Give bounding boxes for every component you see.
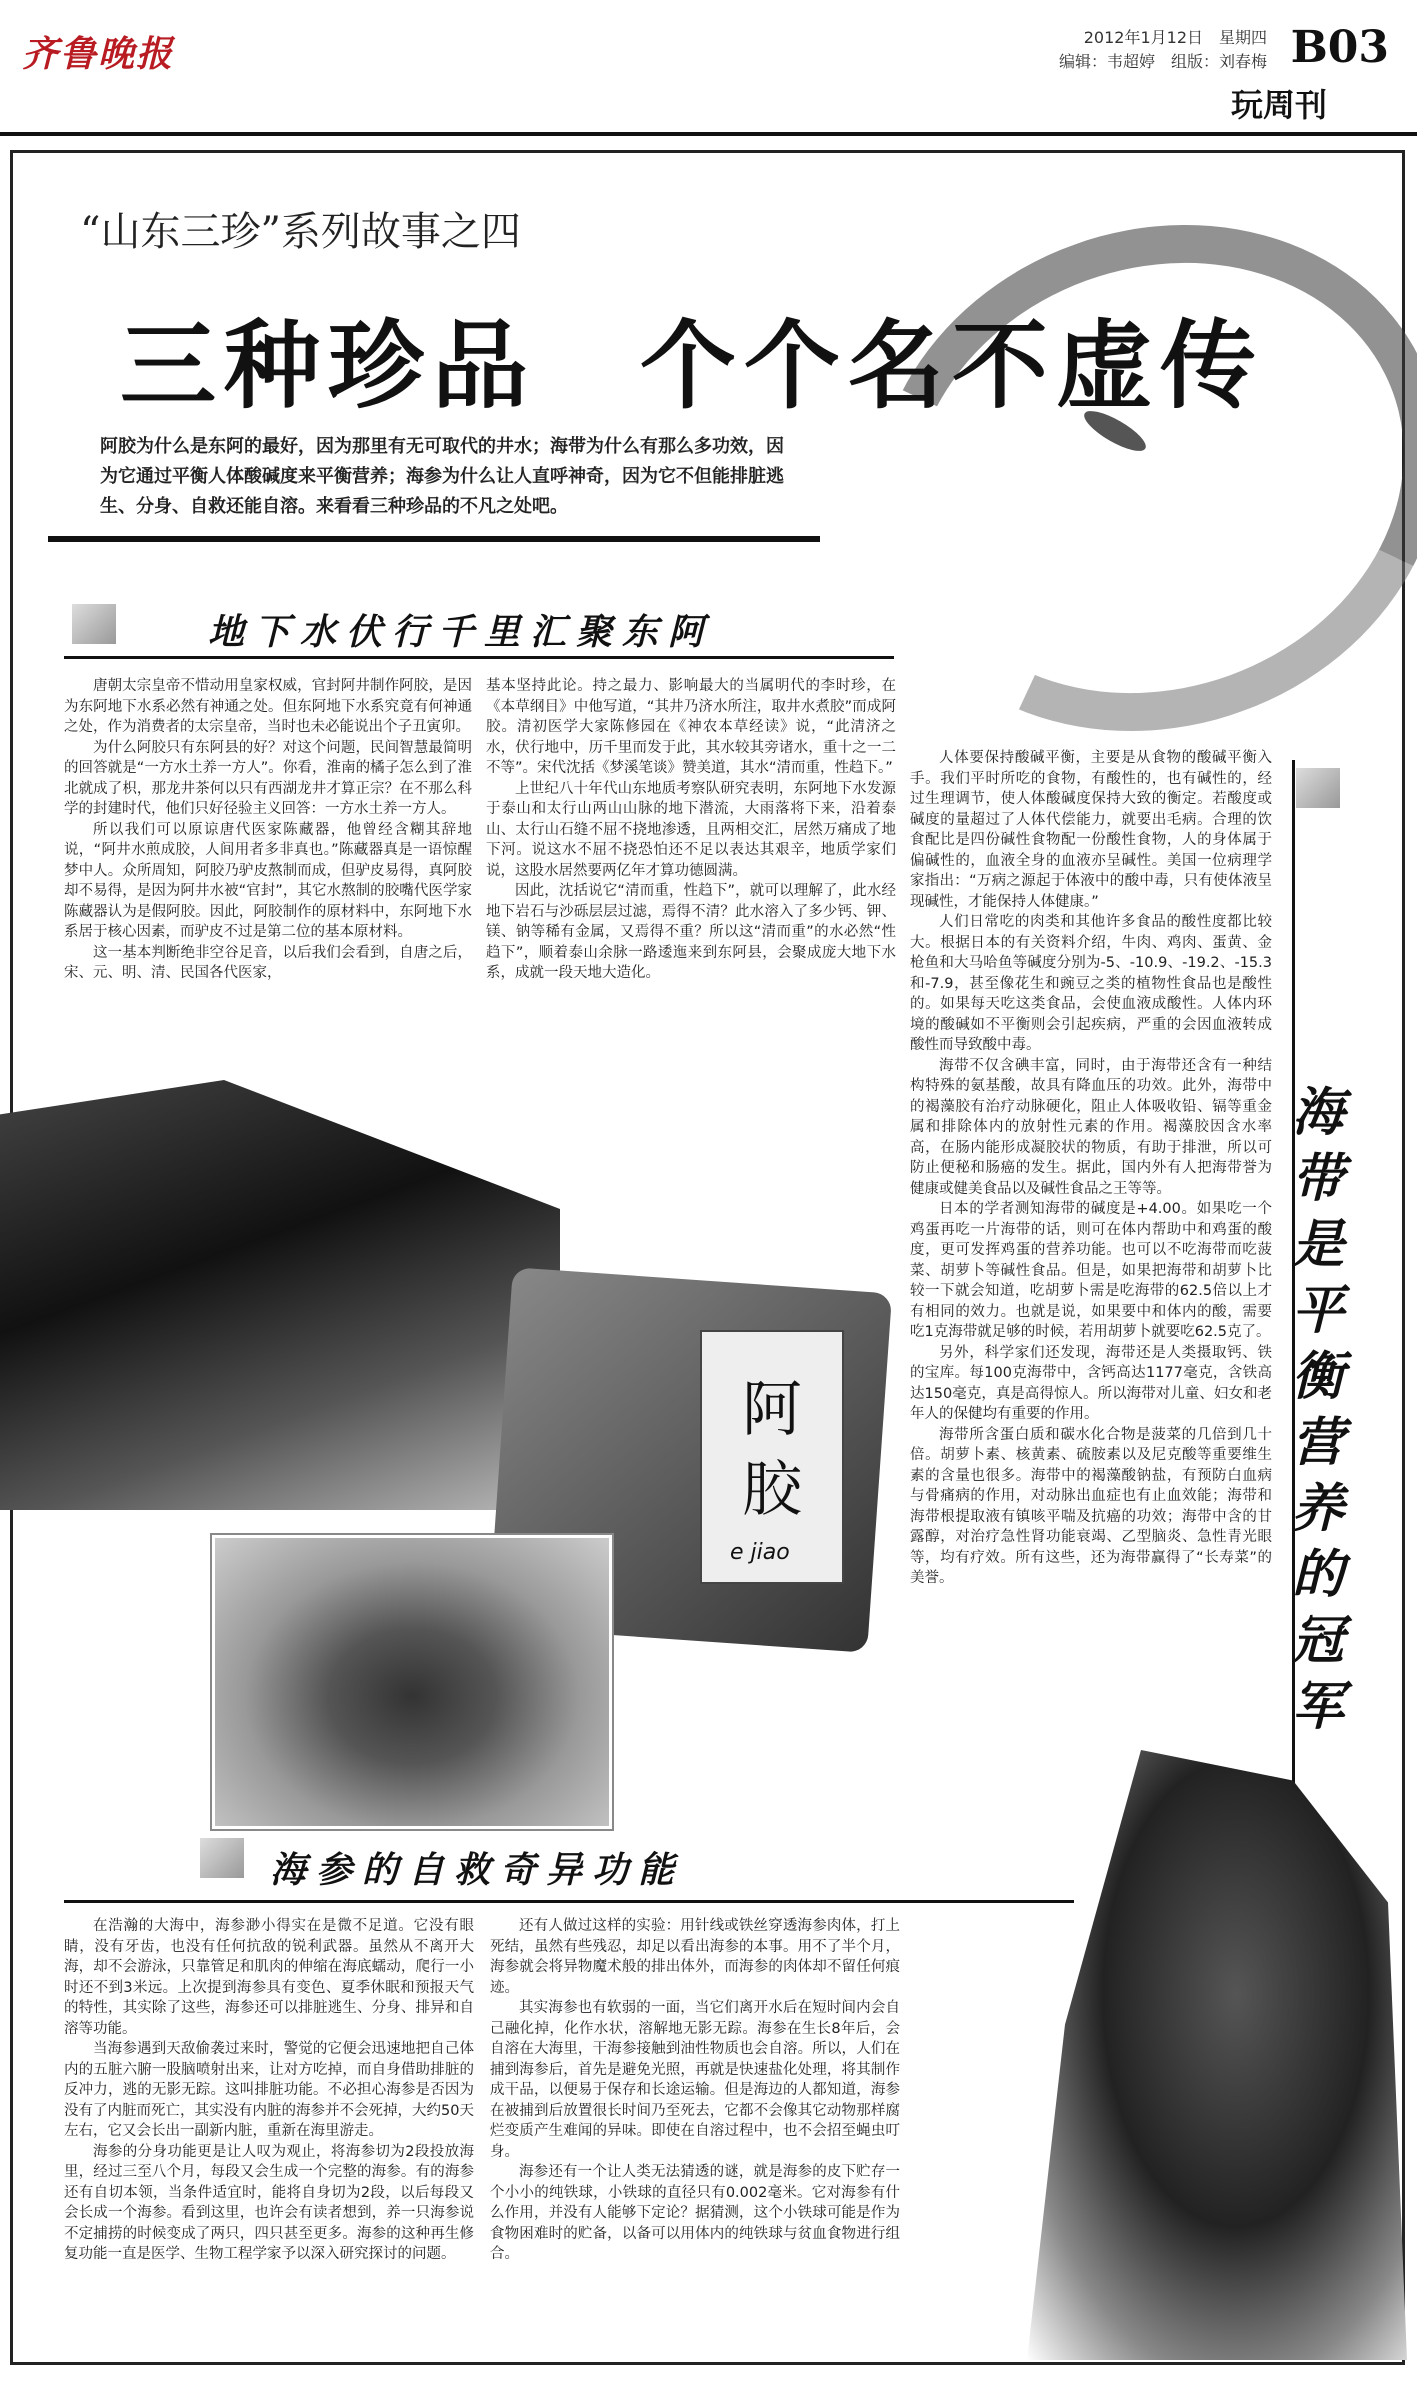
section-marker-icon xyxy=(200,1838,244,1878)
paragraph: 海带不仅含碘丰富，同时，由于海带还含有一种结构特殊的氨基酸，故具有降血压的功效。此外，海带中的褐藻胶有治疗动脉硬化，阻止人体吸收铅、镉等重金属和排除体内的放射性元素的作用。褐藻胶因含水率高，在肠内能形成凝胶状的物质，有助于排泄，所以可防止便秘和肠癌的发生。据此，国内外有人把海带誉为健康或健美食品以及碱性食品之王等等。 xyxy=(910,1057,1272,1197)
lead-paragraph: 阿胶为什么是东阿的最好，因为那里有无可取代的井水；海带为什么有那么多功效，因为它通过平衡人体酸碱度来平衡营养；海参为什么让人直呼神奇，因为它不但能排脏逃生、分身、自救还能自溶。来看看三种珍品的不凡之处吧。 xyxy=(100,436,784,517)
section3-title: 海参的自救奇异功能 xyxy=(270,1849,685,1891)
sea-cucumber-photo xyxy=(212,1535,612,1829)
header-rule xyxy=(0,132,1417,136)
section1-column-2 xyxy=(486,676,896,984)
newspaper-logo: 齐鲁晚报 xyxy=(22,33,175,75)
paragraph: 另外，科学家们还发现，海带还是人类摄取钙、铁的宝库。每100克海带中，含钙高达1177毫克，含铁高达150毫克，真是高得惊人。所以海带对儿童、妇女和老年人的保健均有重要的作用。 xyxy=(910,1344,1272,1422)
lead-rule xyxy=(48,536,820,542)
paragraph: 为什么阿胶只有东阿县的好？对这个问题，民间智慧最简明的回答就是“一方水土养一方人”。你看，淮南的橘子怎么到了淮北就成了枳，那龙井茶何以只有西湖龙井才算正宗？在不那么科学的封建时代，他们只好径验主义回答：一方水土养一方人。 xyxy=(64,739,472,817)
section-marker-icon xyxy=(1296,768,1340,808)
ejiao-box-english: e jiao xyxy=(730,1540,790,1565)
paragraph: 海参还有一个让人类无法猜透的谜，就是海参的皮下贮存一个小小的纯铁球，小铁球的直径只有0.002毫米。它对海参有什么作用，并没有人能够下定论？据猜测，这个小铁球可能是作为食物困难时的贮备，以备可以用体内的纯铁球与贫血食物进行组合。 xyxy=(490,2164,900,2262)
paragraph: 当海参遇到天敌偷袭过来时，警觉的它便会迅速地把自己体内的五脏六腑一股脑喷射出来，让对方吃掉，而自身借助排脏的反冲力，逃的无影无踪。这叫排脏功能。不必担心海参是否因为没有了内脏而死亡，其实没有内脏的海参并不会死掉，大约50天左右，它又会长出一副新内脏，重新在海里游走。 xyxy=(64,2041,474,2139)
section3-rule xyxy=(64,1900,1074,1903)
section-marker-icon xyxy=(72,604,116,644)
section3-column-2 xyxy=(490,1916,900,2265)
section1-column-1 xyxy=(64,676,472,984)
paragraph: 在浩瀚的大海中，海参渺小得实在是微不足道。它没有眼睛，没有牙齿，也没有任何抗敌的锐利武器。虽然从不离开大海，却不会游泳，只靠管足和肌肉的伸缩在海底蠕动，爬行一小时还不到3米远。上次提到海参具有变色、夏季休眠和预报天气的特性，其实除了这些，海参还可以排脏逃生、分身、排异和自溶等功能。 xyxy=(64,1918,474,2037)
paragraph: 其实海参也有软弱的一面，当它们离开水后在短时间内会自己融化掉，化作水状，溶解地无影无踪。海参在生长8年后，会自溶在大海里，干海参接触到油性物质也会自溶。所以，人们在捕到海参后，首先是避免光照，再就是快速盐化处理，将其制作成干品，以便易于保存和长途运输。但是海边的人都知道，海参在被捕到后放置很长时间乃至死去，它都不会像其它动物那样腐烂变质产生难闻的异味。即使在自溶过程中，也不会招至蝇虫叮身。 xyxy=(490,2000,900,2160)
paragraph: 人体要保持酸碱平衡，主要是从食物的酸碱平衡入手。我们平时所吃的食物，有酸性的，也有碱性的，经过生理调节，使人体酸碱度保持大致的衡定。若酸度或碱度的量超过了人体代偿能力，就要出毛病。合理的饮食配比是四份碱性食物配一份酸性食物，人的身体属于偏碱性的，血液全身的血液亦呈碱性。美国一位病理学家指出：“万病之源起于体液中的酸中毒，只有使体液呈现碱性，才能保持人体健康。” xyxy=(910,750,1272,910)
page-number: B03 xyxy=(1290,22,1389,73)
paragraph: 唐朝太宗皇帝不惜动用皇家权威，官封阿井制作阿胶，是因为东阿地下水系必然有神通之处。但东阿地下水系究竟有何神通之处，作为消费者的太宗皇帝，当时也未必能说出个子丑寅卯。 xyxy=(64,678,472,735)
section1-rule xyxy=(64,656,894,659)
paragraph: 基本坚持此论。持之最力、影响最大的当属明代的李时珍，在《本草纲目》中他写道，“其井乃济水所注，取井水煮胶”而成阿胶。清初医学大家陈修园在《神农本草经读》说，“此清济之水，伏行地中，历千里而发于此，其水较其旁诸水，重十之一二不等”。宋代沈括《梦溪笔谈》赞美道，其水“清而重，性趋下。” xyxy=(486,678,896,776)
issue-meta xyxy=(1059,26,1267,74)
editor-credit: 编辑：韦超婷 组版：刘春梅 xyxy=(1058,52,1267,71)
section3-column-1 xyxy=(64,1916,474,2265)
paragraph: 海参的分身功能更是让人叹为观止，将海参切为2段投放海里，经过三至八个月，每段又会生成一个完整的海参。有的海参还有自切本领，当条件适宜时，能将自身切为2段，以后每段又会长成一个海参。看到这里，也许会有读者想到，养一只海参说不定捕捞的时候变成了两只，四只甚至更多。海参的这种再生修复功能一直是医学、生物工程学家予以深入研究探讨的问题。 xyxy=(64,2143,474,2262)
paragraph: 还有人做过这样的实验：用针线或铁丝穿透海参肉体，打上死结，虽然有些残忍，却足以看出海参的本事。用不了半个月，海参就会将异物魔术般的排出体外，而海参的肉体却不留任何痕迹。 xyxy=(490,1918,900,1996)
paragraph: 所以我们可以原谅唐代医家陈藏器，他曾经含糊其辞地说，“阿井水煎成胶，人间用者多非真也。”陈藏器真是一语惊醒梦中人。众所周知，阿胶乃驴皮熬制而成，但驴皮易得，真阿胶却不易得，是因为阿井水被“官封”，其它水熬制的胶嘴代医学家陈藏器认为是假阿胶。因此，阿胶制作的原材料中，东阿地下水系居于核心因素，而驴皮不过是第二位的基本原材料。 xyxy=(64,821,472,940)
paragraph: 这一基本判断绝非空谷足音，以后我们会看到，自唐之后，宋、元、明、清、民国各代医家， xyxy=(64,944,472,981)
section-name: 玩周刊 xyxy=(1230,86,1327,124)
paragraph: 上世纪八十年代山东地质考察队研究表明，东阿地下水发源于泰山和太行山两山山脉的地下潜流，大雨落将下来，沿着泰山、太行山石缝不屈不挠地渗透，且两相交汇，居然万痛成了地下河。说这水不屈不挠恐怕还不足以表达其艰辛，地质学家们说，这股水居然要两亿年才算功德圆满。 xyxy=(486,780,896,879)
paragraph: 因此，沈括说它“清而重，性趋下”，就可以理解了，此水经地下岩石与沙砾层层过滤，焉得不清？此水溶入了多少钙、钾、镁、钠等稀有金属，又焉得不重？所以这“清而重”的水必然“性趋下”，顺着泰山余脉一路逶迤来到东阿县，会聚成庞大地下水系，成就一段天地大造化。 xyxy=(486,883,896,981)
section2-column xyxy=(910,748,1272,1589)
issue-date: 2012年1月12日 星期四 xyxy=(1083,28,1267,47)
paragraph: 日本的学者测知海带的碱度是+4.00。如果吃一个鸡蛋再吃一片海带的话，则可在体内帮助中和鸡蛋的酸度，更可发挥鸡蛋的营养功能。也可以不吃海带而吃菠菜、胡萝卜等碱性食品。但是，如果把海带和胡萝卜比较一下就会知道，吃胡萝卜需是吃海带的62.5倍以上才有相同的效力。也就是说，如果要中和体内的酸，需要吃1克海带就足够的时候，若用胡萝卜就要吃62.5克了。 xyxy=(910,1201,1272,1340)
paragraph: 海带所含蛋白质和碳水化合物是菠菜的几倍到几十倍。胡萝卜素、核黄素、硫胺素以及尼克酸等重要维生素的含量也很多。海带中的褐藻酸钠盐，有预防白血病与骨痛病的作用，对动脉出血症也有止血效能；海带和海带根提取液有镇咳平喘及抗癌的功效；海带中含的甘露醇，对治疗急性肾功能衰竭、乙型脑炎、急性青光眼等，均有疗效。所有这些，还为海带赢得了“长寿菜”的美誉。 xyxy=(910,1426,1272,1586)
paragraph: 人们日常吃的肉类和其他许多食品的酸性度都比较大。根据日本的有关资料介绍，牛肉、鸡肉、蛋黄、金枪鱼和大马哈鱼等碱度分别为-5、-10.9、-19.2、-15.3和-7.9，甚至像花生和豌豆之类的植物性食品也是酸性的。如果每天吃这类食品，会使血液成酸性。人体内环境的酸碱如不平衡则会引起疾病，严重的会因血液转成酸性而导致酸中毒。 xyxy=(910,914,1272,1053)
section1-title: 地下水伏行千里汇聚东阿 xyxy=(208,611,715,653)
series-title: “山东三珍”系列故事之四 xyxy=(80,209,521,255)
section2-title: 海带是平衡营养的冠军 xyxy=(1291,1082,1344,1737)
ejiao-box-title: 阿胶 xyxy=(742,1375,802,1525)
page-headline: 三种珍品 个个名不虚传 xyxy=(120,310,1264,422)
